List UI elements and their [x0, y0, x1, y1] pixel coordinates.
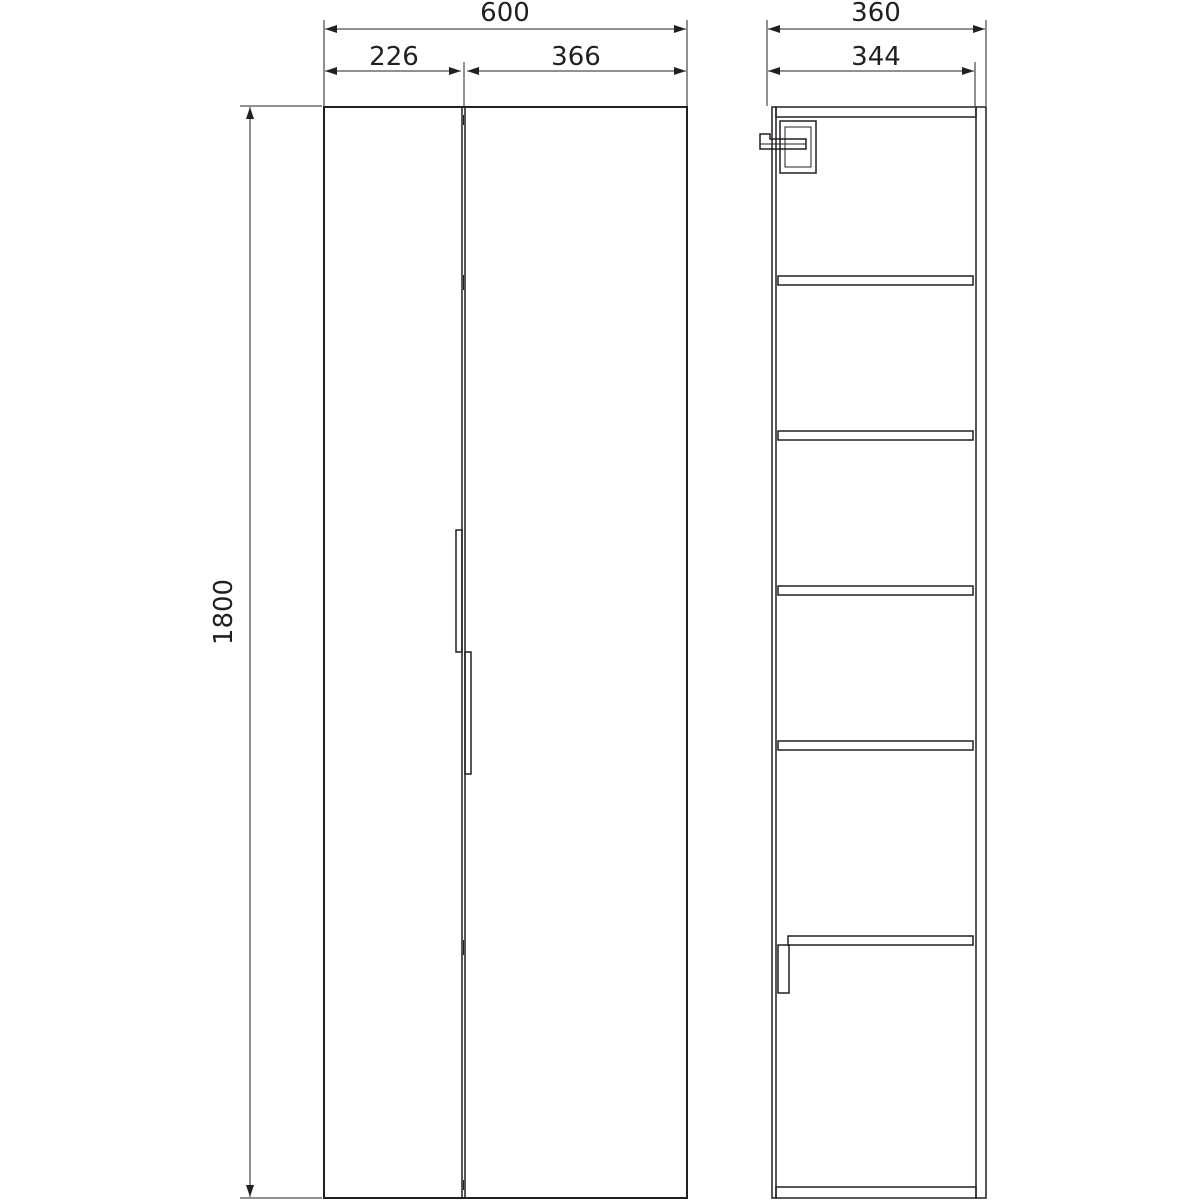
shelf-section	[778, 431, 973, 440]
dimension-label-right-door: 366	[551, 42, 601, 72]
door-edge-section	[772, 107, 776, 1198]
shelf-section	[778, 741, 973, 750]
dimension-label-left-door: 226	[369, 42, 419, 72]
side-view	[760, 0, 986, 1198]
dimension-label-height: 1800	[209, 578, 239, 646]
hinge-icon	[760, 121, 816, 173]
shelf-section	[778, 586, 973, 595]
shelf-support-section	[778, 945, 789, 993]
top-panel-section	[776, 107, 976, 117]
door-handle-right	[465, 652, 471, 774]
front-view	[209, 0, 687, 1198]
dimension-label-total-depth: 360	[851, 0, 901, 28]
back-panel-section	[976, 107, 986, 1198]
shelf-section	[778, 276, 973, 285]
dimension-label-total-width: 600	[480, 0, 530, 28]
bottom-panel-section	[776, 1187, 976, 1198]
shelf-section	[788, 936, 973, 945]
dimension-label-inner-depth: 344	[851, 42, 901, 72]
cabinet-front-outline	[324, 107, 687, 1198]
door-handle-left	[456, 530, 462, 652]
